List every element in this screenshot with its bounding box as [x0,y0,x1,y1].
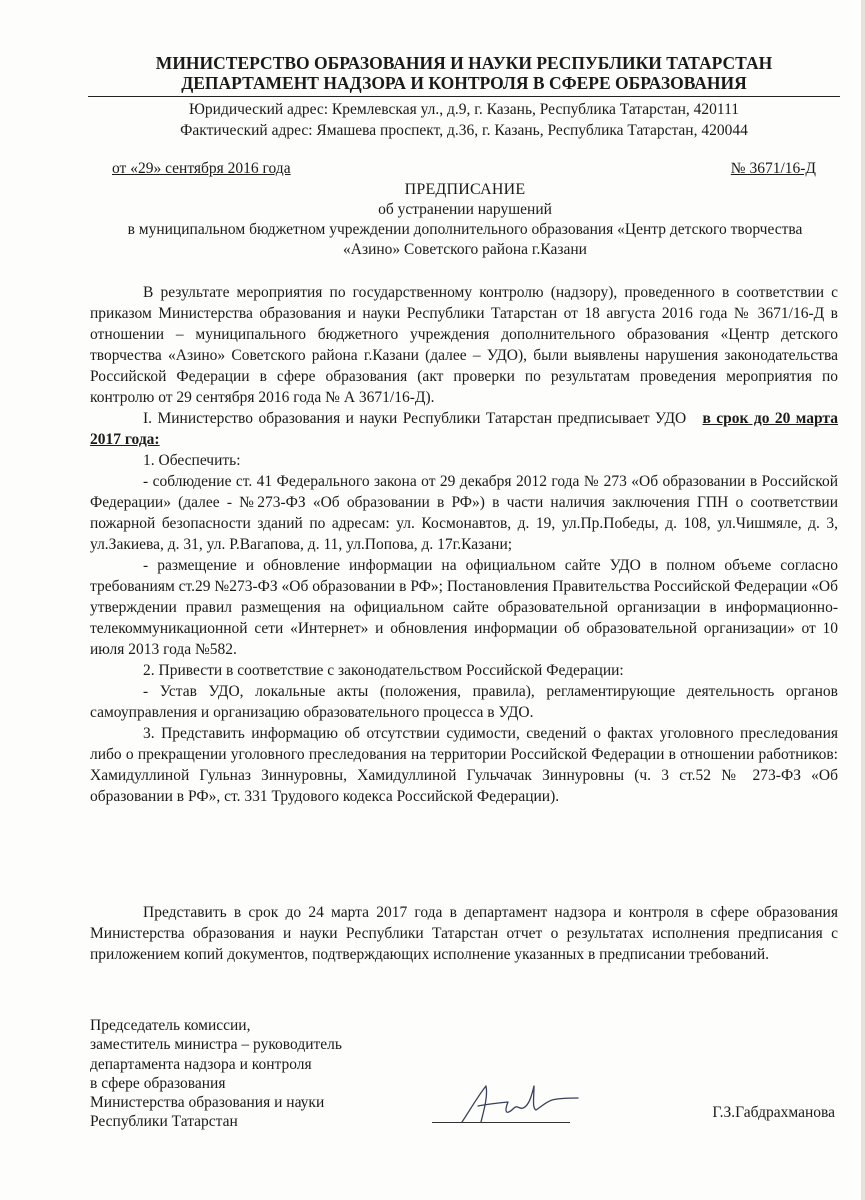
signatory-block [90,1016,420,1132]
signature-line [432,1122,570,1123]
item-1-title: 1. Обеспечить: [143,452,241,469]
report-section [90,902,838,965]
title-subheading: об устранении нарушений [378,201,552,218]
document-body [90,282,838,807]
document-number: № 3671/16-Д [730,160,816,177]
signatory-line-3: департамента надзора и контроля [90,1055,312,1073]
handwritten-signature [448,1076,588,1132]
letterhead [88,53,840,93]
item-3: 3. Представить информацию об отсутствии судимости, сведений о фактах уголовного преследования либо о прекращении уголовного преследования на территории Российской Федерации в отношении работников: Хамидуллиной Гульназ Зиннуровны, Хамидуллиной Гульчачак Зиннуровны (ч. 3 ст.52 № 273-ФЗ «Об образовании в РФ», ст. 331 Трудового кодекса Российской Федерации). [90,725,838,805]
document-title [100,180,830,260]
legal-address: Юридический адрес: Кремлевская ул., д.9, г. Казань, Республика Татарстан, 420111 [188,101,740,118]
signatory-line-4: в сфере образования [90,1074,226,1092]
order-text: I. Министерство образования и науки Республики Татарстан предписывает УДО [143,410,687,427]
signatory-line-1: Председатель комиссии, [90,1017,251,1034]
item-1-b: - размещение и обновление информации на официальном сайте УДО в полном объеме согласно требованиям ст.29 №273-ФЗ «Об образовании в РФ»; Постановления Правительства Российской Федерации «Об утверждении правил размещения на официальном сайте образовательной организации в информационно-телекоммуникационной сети «Интернет» и обновления информации об образовательной организации» от 10 июля 2013 года №582. [90,557,838,658]
signatory-line-6: Республики Татарстан [90,1113,238,1131]
signatory-line-5: Министерства образования и науки [90,1094,325,1112]
letterhead-divider [88,96,840,97]
item-1-a: - соблюдение ст. 41 Федерального закона от 29 декабря 2012 года № 273 «Об образовании в Российской Федерации» (далее - №273-ФЗ «Об образовании в РФ») в части наличия заключения ГПН о соответствии пожарной безопасности зданий по адресам: ул. Космонавтов, д. 19, ул.Пр.Победы, д. 108, ул.Чишмяле, д. 3, ул.Закиева, д. 31, ул. Р.Вагапова, д. 11, ул.Попова, д. 17г.Казани; [90,473,838,553]
intro-paragraph: В результате мероприятия по государственному контролю (надзору), проведенного в соответствии с приказом Министерства образования и науки Республики Татарстан от 18 августа 2016 года № 3671/16-Д в отношении – муниципального бюджетного учреждения дополнительного образования «Центр детского творчества «Азино» Советского района г.Казани (далее – УДО), были выявлены нарушения законодательства Российской Федерации в сфере образования (акт проверки по результатам проведения мероприятия по контролю от 29 сентября 2016 года № А 3671/16-Д). [90,284,838,406]
signatory-line-2: заместитель министра – руководитель [90,1036,342,1054]
actual-address: Фактический адрес: Ямашева проспект, д.36, г. Казань, Республика Татарстан, 420044 [180,122,748,139]
document-date: от «29» сентября 2016 года [112,160,291,177]
item-2-a: - Устав УДО, локальные акты (положения, правила), регламентирующие деятельность органов самоуправления и организацию образовательного процесса в УДО. [90,683,838,721]
page-edge [861,0,865,1200]
signatory-name: Г.З.Габдрахманова [712,1104,835,1121]
item-2-title: 2. Привести в соответствие с законодательством Российской Федерации: [143,662,624,679]
order-deadline: в срок до 20 марта 2017 года: [90,410,838,448]
title-subject: в муниципальном бюджетном учреждении дополнительного образования «Центр детского творчества «Азино» Советского района г.Казани [127,221,803,258]
letterhead-department: ДЕПАРТАМЕНТ НАДЗОРА И КОНТРОЛЯ В СФЕРЕ ОБРАЗОВАНИЯ [181,73,747,93]
letterhead-ministry: МИНИСТЕРСТВО ОБРАЗОВАНИЯ И НАУКИ РЕСПУБЛИКИ ТАТАРСТАН [155,53,773,73]
report-paragraph: Представить в срок до 24 марта 2017 года в департамент надзора и контроля в сфере образования Министерства образования и науки Республики Татарстан отчет о результатах исполнения предписания с приложением копий документов, подтверждающих исполнение указанных в предписании требований. [90,904,838,963]
title-heading: ПРЕДПИСАНИЕ [404,181,526,198]
addresses [88,99,840,141]
order-paragraph [90,408,838,450]
